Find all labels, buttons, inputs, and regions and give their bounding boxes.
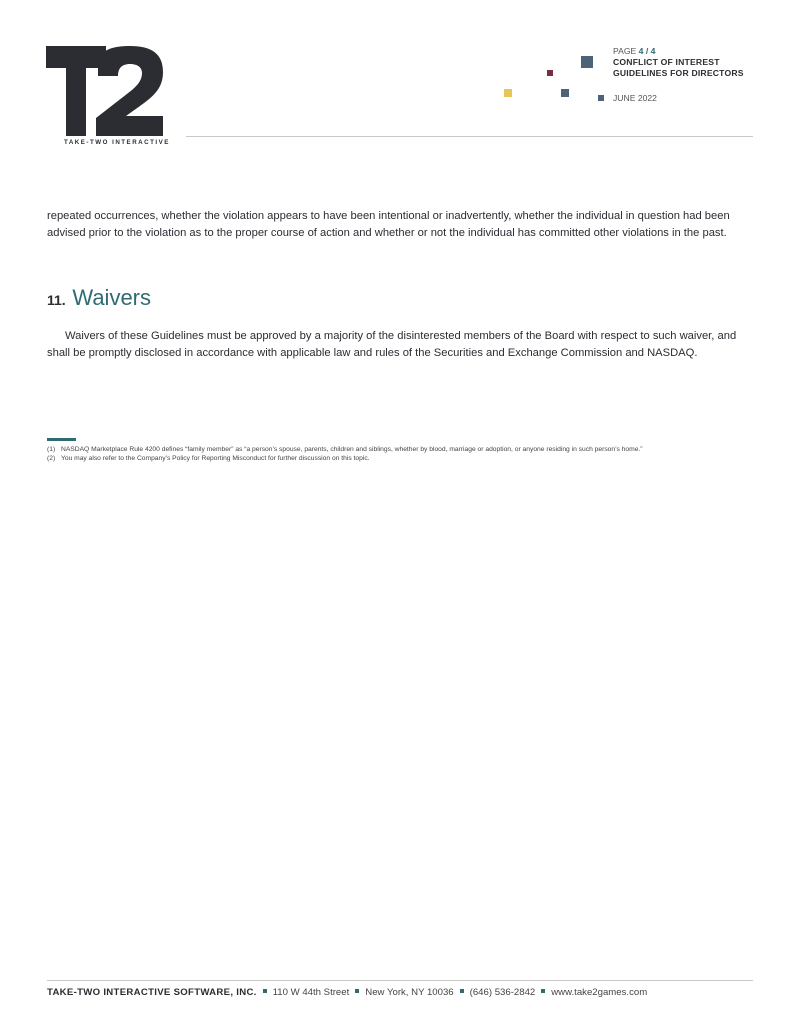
footnote-text: NASDAQ Marketplace Rule 4200 defines “family member” as “a person’s spouse, parents, children and siblings, whether by blood, marriage or adoption, or anyone residing in such person’s home.” (61, 446, 643, 453)
footer-website-link[interactable]: www.take2games.com (551, 987, 648, 998)
document-date: JUNE 2022 (613, 93, 657, 103)
date-bullet-icon (598, 95, 604, 101)
decor-square-yellow (504, 89, 512, 97)
page-prefix: PAGE (613, 46, 637, 56)
footnote-text: You may also refer to the Company’s Policy for Reporting Misconduct for further discussion on this topic. (61, 455, 370, 462)
footer-company: TAKE-TWO INTERACTIVE SOFTWARE, INC. (47, 987, 257, 998)
page-indicator (613, 46, 773, 57)
document-title-line2: GUIDELINES FOR DIRECTORS (613, 68, 744, 78)
footer-phone: (646) 536-2842 (469, 987, 536, 998)
section-title: Waivers (72, 285, 152, 310)
logo-subtitle: TAKE-TWO INTERACTIVE (64, 139, 170, 146)
footer-city: New York, NY 10036 (365, 987, 454, 998)
footnote-item (47, 445, 747, 454)
decor-square-slate-small (561, 89, 569, 97)
footnote-item (47, 454, 747, 463)
page-footer (47, 987, 647, 998)
section-heading (47, 284, 151, 312)
footer-bullet-icon (263, 989, 267, 993)
decor-square-maroon (547, 70, 553, 76)
footnote-marker: (1) (47, 446, 56, 453)
document-title-line1: CONFLICT OF INTEREST (613, 57, 720, 67)
footnotes (47, 445, 747, 463)
section-number: 11. (47, 292, 66, 308)
footer-bullet-icon (541, 989, 545, 993)
page-separator: / (645, 46, 649, 56)
footer-bullet-icon (460, 989, 464, 993)
footer-address: 110 W 44th Street (272, 987, 350, 998)
footer-bullet-icon (355, 989, 359, 993)
decor-square-slate-large (581, 56, 593, 68)
body-paragraph-continued: repeated occurrences, whether the violation appears to have been intentional or inadvertently, whether the individual in question had been advised prior to the violation as to the proper course of action and whether or not the individual has committed other violations in the past. (47, 210, 730, 239)
footnote-divider (47, 438, 76, 441)
waivers-paragraph: Waivers of these Guidelines must be approved by a majority of the disinterested members of the Board with respect to such waiver, and shall be promptly disclosed in accordance with applicable law and rules of the Securities and Exchange Commission and NASDAQ. (47, 330, 737, 359)
footer-divider (47, 980, 753, 981)
document-header (613, 46, 773, 79)
footnote-marker: (2) (47, 455, 56, 462)
header-divider (186, 136, 753, 137)
page-current: 4 (638, 46, 644, 56)
company-logo (46, 46, 170, 150)
t2-logo-mark (46, 46, 164, 136)
page-total: 4 (650, 46, 656, 56)
